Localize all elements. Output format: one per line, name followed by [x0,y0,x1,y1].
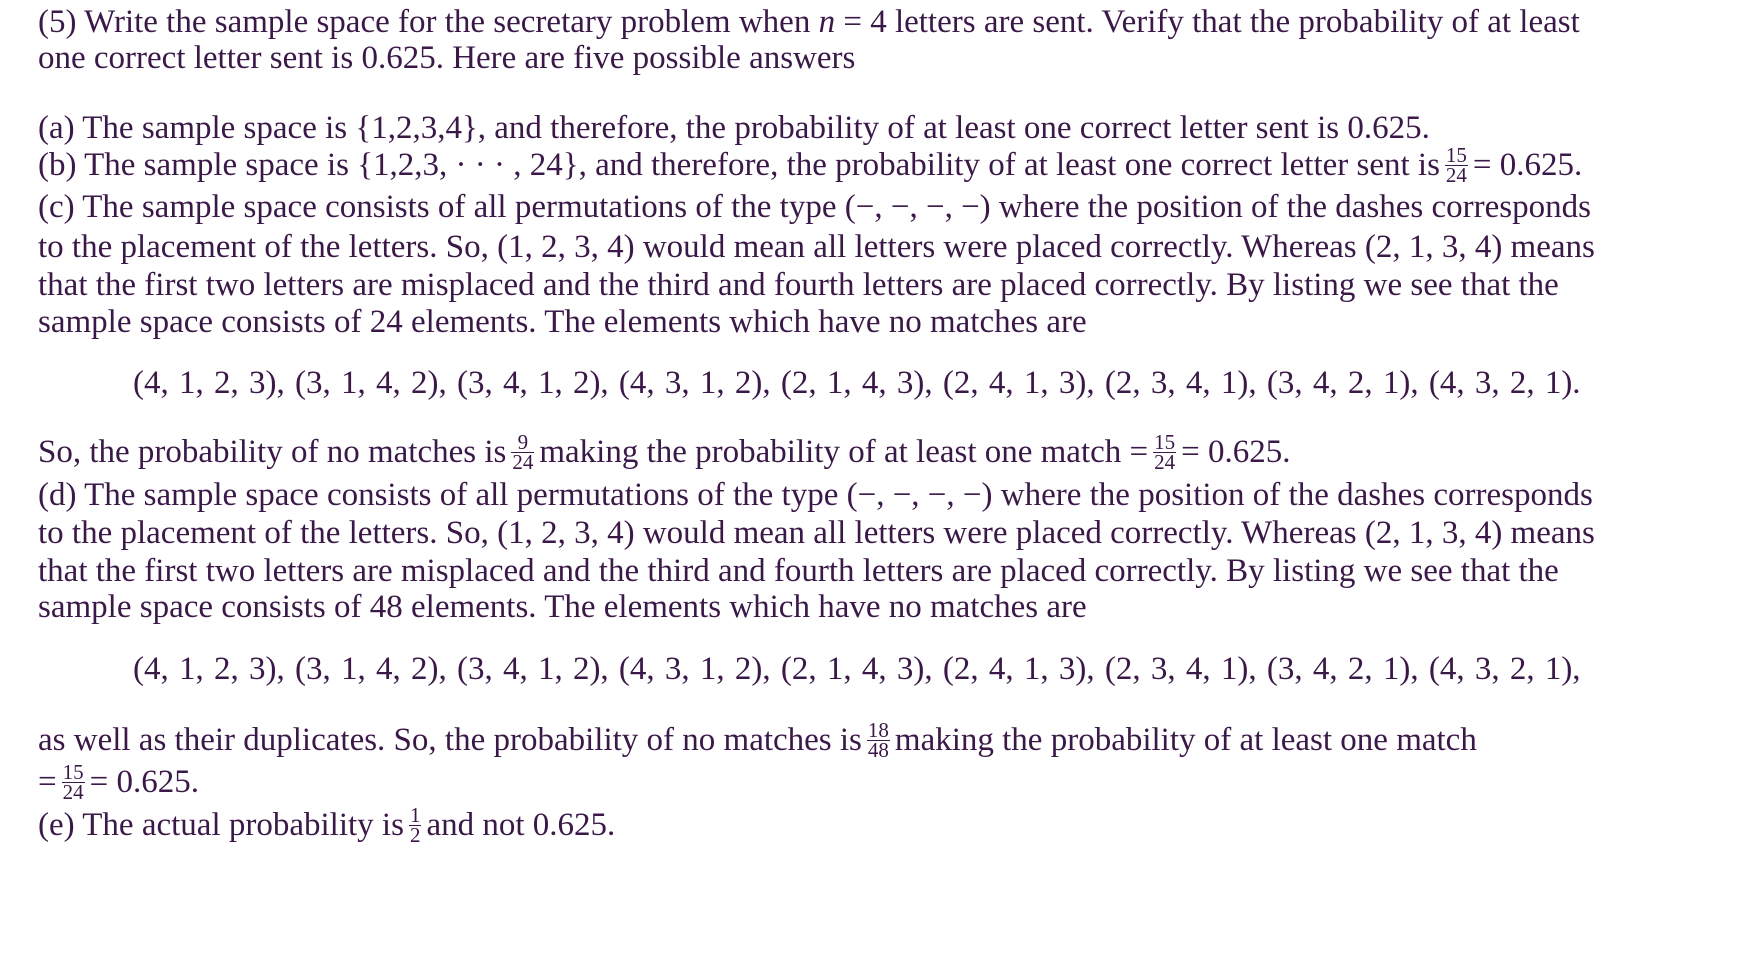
conclusion-result: = 0.625. [89,764,199,800]
answer-c-line-3: that the first two letters are misplaced and the third and fourth letters are placed correctly. By listing we see that the [38,267,1559,303]
equals-sign: = [38,764,57,800]
fraction-numerator: 15 [62,759,84,784]
fraction-18-48 [867,717,890,762]
answer-b [38,142,1583,187]
answer-e [38,802,616,847]
answer-d-line-2: to the placement of the letters. So, (1, 2, 3, 4) would mean all letters were placed correctly. Whereas (2, 1, 3, 4) means [38,515,1595,551]
fraction-denominator: 48 [867,737,889,762]
conclusion-text: So, the probability of no matches is [38,434,507,470]
fraction-numerator: 15 [1445,142,1467,167]
fraction-denominator: 24 [1445,162,1467,187]
answer-d-line-3: that the first two letters are misplaced and the third and fourth letters are placed correctly. By listing we see that the [38,553,1559,589]
answer-d-result-line [38,759,199,804]
fraction-denominator: 2 [409,822,421,847]
answer-e-text: (e) The actual probability is [38,807,404,843]
problem-text: = 4 letters are sent. Verify that the probability of at least [835,4,1580,40]
answer-d-derangement-list: (4, 1, 2, 3), (3, 1, 4, 2), (3, 4, 1, 2), (4, 3, 1, 2), (2, 1, 4, 3), (2, 4, 1, 3), (2, 3, 4, 1), (3, 4, 2, 1), (4, 3, 2, 1), [133,651,1581,687]
answer-c-line-4: sample space consists of 24 elements. The elements which have no matches are [38,304,1087,340]
fraction-1-2 [409,802,422,847]
fraction-denominator: 24 [512,449,534,474]
fraction-numerator: 1 [409,802,421,827]
answer-d-line-4: sample space consists of 48 elements. The elements which have no matches are [38,589,1087,625]
answer-b-text: (b) The sample space is {1,2,3, · · · , 24}, and therefore, the probability of at least one correct letter sent is [38,147,1440,183]
fraction-numerator: 18 [867,717,889,742]
answer-c-conclusion [38,429,1291,474]
fraction-denominator: 24 [62,779,84,804]
answer-c-line-2: to the placement of the letters. So, (1, 2, 3, 4) would mean all letters were placed correctly. Whereas (2, 1, 3, 4) means [38,229,1595,265]
fraction-15-24 [1153,429,1176,474]
answer-c-line-1: (c) The sample space consists of all permutations of the type (−, −, −, −) where the position of the dashes corresponds [38,189,1591,225]
fraction-15-24 [62,759,85,804]
answer-a: (a) The sample space is {1,2,3,4}, and therefore, the probability of at least one correct letter sent is 0.625. [38,110,1430,146]
answer-b-result: = 0.625. [1472,147,1583,183]
variable-n: n [818,4,836,40]
fraction-9-24 [511,429,534,474]
conclusion-text: as well as their duplicates. So, the probability of no matches is [38,722,862,758]
answer-e-result: and not 0.625. [426,807,616,843]
conclusion-text: making the probability of at least one match [894,722,1477,758]
problem-line-1 [38,2,1580,42]
answer-c-derangement-list: (4, 1, 2, 3), (3, 1, 4, 2), (3, 4, 1, 2), (4, 3, 1, 2), (2, 1, 4, 3), (2, 4, 1, 3), (2, 3, 4, 1), (3, 4, 2, 1), (4, 3, 2, 1). [133,365,1581,401]
answer-d-conclusion [38,717,1477,762]
conclusion-text: making the probability of at least one match = [539,434,1149,470]
fraction-15-24 [1445,142,1468,187]
fraction-numerator: 9 [511,433,534,453]
problem-line-2: one correct letter sent is 0.625. Here are five possible answers [38,40,856,76]
conclusion-result: = 0.625. [1181,434,1291,470]
fraction-denominator: 24 [1154,449,1176,474]
problem-text: (5) Write the sample space for the secretary problem when [38,4,819,40]
answer-d-line-1: (d) The sample space consists of all permutations of the type (−, −, −, −) where the position of the dashes corresponds [38,477,1593,513]
fraction-numerator: 15 [1154,429,1176,454]
